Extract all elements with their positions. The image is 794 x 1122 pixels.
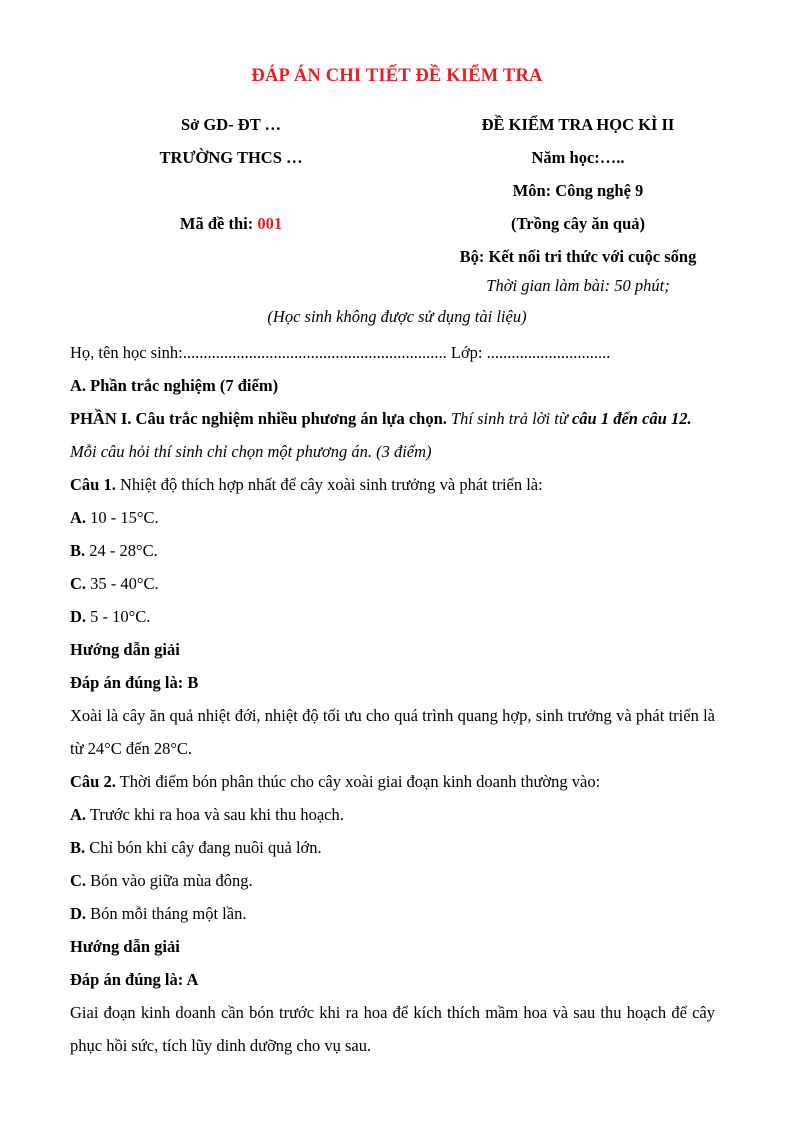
solution-guide-heading: Hướng dẫn giải bbox=[70, 640, 180, 659]
option-c bbox=[70, 864, 715, 897]
option-text: Bón mỗi tháng một lần. bbox=[86, 904, 247, 923]
school-line: TRƯỜNG THCS … bbox=[159, 148, 303, 167]
department-line: Sở GD- ĐT … bbox=[180, 115, 282, 134]
option-a bbox=[70, 501, 715, 534]
option-letter: C. bbox=[70, 574, 87, 593]
explanation-paragraph: Xoài là cây ăn quả nhiệt đới, nhiệt độ tối ưu cho quá trình quang hợp, sinh trưởng và phát triển là từ 24°C đến 28°C. bbox=[70, 706, 715, 758]
subject-line: Môn: Công nghệ 9 bbox=[512, 181, 644, 200]
question-stem-text: Nhiệt độ thích hợp nhất để cây xoài sinh trưởng và phát triển là: bbox=[115, 475, 543, 494]
option-text: 10 - 15°C. bbox=[86, 508, 159, 527]
option-text: Trước khi ra hoa và sau khi thu hoạch. bbox=[86, 805, 344, 824]
option-text: 35 - 40°C. bbox=[86, 574, 159, 593]
curriculum-line: Bộ: Kết nối tri thức với cuộc sống bbox=[459, 247, 697, 266]
exam-header bbox=[0, 108, 794, 278]
student-name-dots: ................................................................ bbox=[182, 343, 447, 362]
option-letter: C. bbox=[70, 871, 87, 890]
document-body bbox=[70, 336, 715, 1062]
option-b bbox=[70, 831, 715, 864]
exam-code-value: 001 bbox=[257, 214, 283, 233]
explanation-paragraph: Giai đoạn kinh doanh cần bón trước khi ra hoa để kích thích mầm hoa và sau thu hoạch để cây phục hồi sức, tích lũy dinh dưỡng cho vụ sau. bbox=[70, 1003, 715, 1055]
section-part-a-heading: A. Phần trắc nghiệm (7 điểm) bbox=[70, 376, 279, 395]
question-stem-text: Thời điểm bón phân thúc cho cây xoài giai đoạn kinh doanh thường vào: bbox=[115, 772, 601, 791]
subject-subtitle-line: (Trồng cây ăn quả) bbox=[511, 214, 645, 233]
exam-name-line: ĐỀ KIỂM TRA HỌC KÌ II bbox=[481, 115, 675, 134]
exam-code-label: Mã đề thi: bbox=[179, 214, 254, 233]
option-letter: D. bbox=[70, 904, 87, 923]
option-c bbox=[70, 567, 715, 600]
header-left-column bbox=[96, 108, 366, 240]
question-block bbox=[70, 765, 715, 1062]
option-a bbox=[70, 798, 715, 831]
part-i-italic-1: Thí sinh trả lời từ bbox=[446, 409, 572, 428]
question-block bbox=[70, 468, 715, 765]
option-text: Chỉ bón khi cây đang nuôi quả lớn. bbox=[85, 838, 322, 857]
option-letter: B. bbox=[70, 541, 86, 560]
option-d bbox=[70, 897, 715, 930]
exam-duration: Thời gian làm bài: 50 phút; bbox=[486, 276, 670, 295]
correct-answer-label: Đáp án đúng là: B bbox=[70, 673, 199, 692]
section-part-i-instructions bbox=[70, 402, 715, 468]
solution-guide-heading: Hướng dẫn giải bbox=[70, 937, 180, 956]
option-b bbox=[70, 534, 715, 567]
student-class-label: Lớp: bbox=[450, 343, 483, 362]
page-title: ĐÁP ÁN CHI TIẾT ĐỀ KIỂM TRA bbox=[251, 66, 543, 86]
student-name-label: Họ, tên học sinh: bbox=[70, 343, 183, 362]
part-i-bold-italic-range: câu 1 đến câu 12. bbox=[571, 409, 692, 428]
question-stem bbox=[70, 765, 715, 798]
part-i-italic-2: Mỗi câu hỏi thí sinh chỉ chọn một phương án. (3 điểm) bbox=[70, 442, 432, 461]
student-class-dots: .............................. bbox=[486, 343, 611, 362]
option-letter: A. bbox=[70, 805, 87, 824]
correct-answer-label: Đáp án đúng là: A bbox=[70, 970, 199, 989]
question-number: Câu 2. bbox=[70, 772, 116, 791]
option-d bbox=[70, 600, 715, 633]
exam-note: (Học sinh không được sử dụng tài liệu) bbox=[267, 307, 527, 326]
part-i-bold-lead: PHẦN I. Câu trắc nghiệm nhiều phương án lựa chọn. bbox=[70, 409, 447, 428]
student-info-line bbox=[70, 336, 715, 369]
option-text: 24 - 28°C. bbox=[85, 541, 158, 560]
header-right-column bbox=[408, 108, 748, 273]
question-stem bbox=[70, 468, 715, 501]
option-text: 5 - 10°C. bbox=[86, 607, 151, 626]
option-letter: B. bbox=[70, 838, 86, 857]
question-number: Câu 1. bbox=[70, 475, 116, 494]
option-letter: D. bbox=[70, 607, 87, 626]
option-text: Bón vào giữa mùa đông. bbox=[86, 871, 253, 890]
school-year-line: Năm học:….. bbox=[531, 148, 625, 167]
option-letter: A. bbox=[70, 508, 87, 527]
exam-code-line bbox=[96, 207, 366, 240]
